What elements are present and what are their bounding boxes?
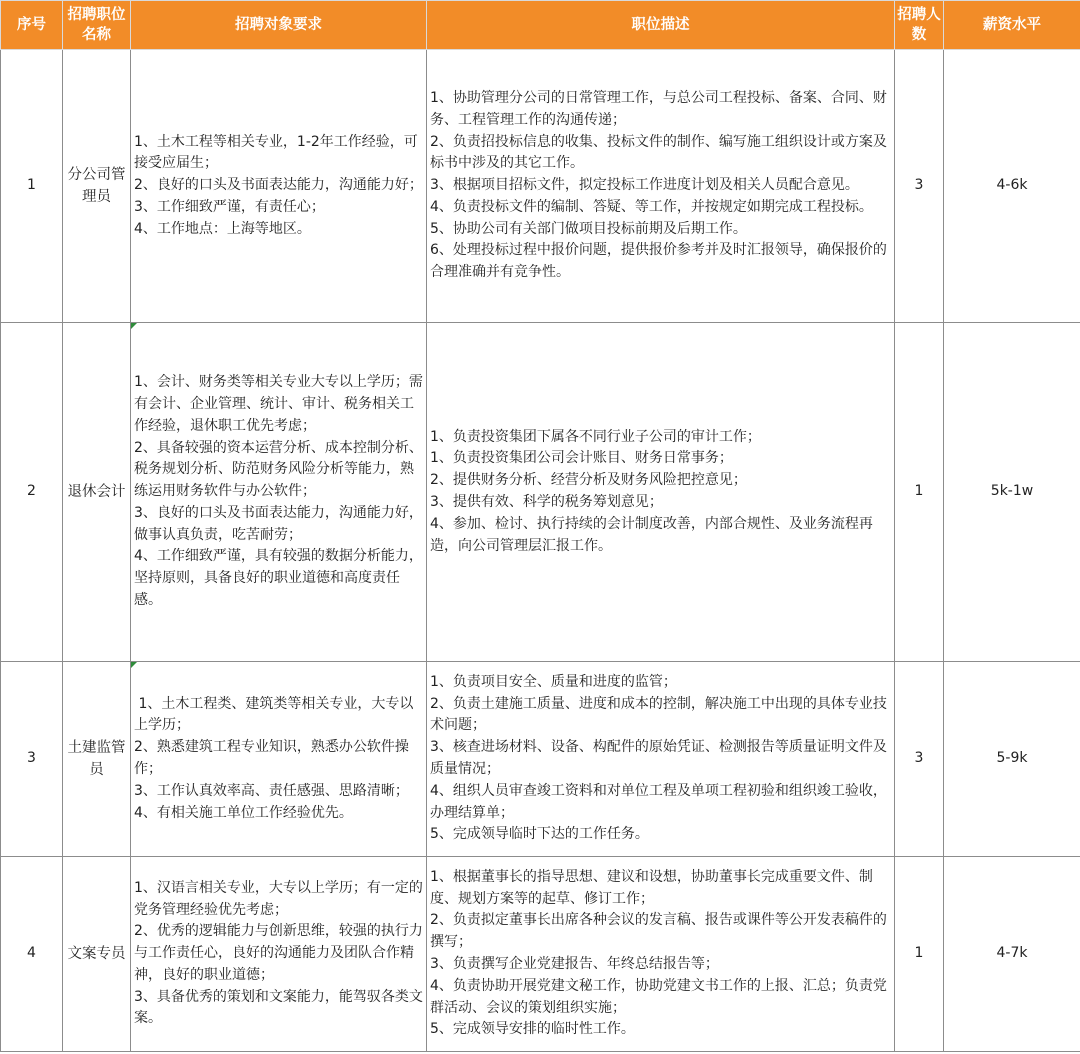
requirement-line: 3、具备优秀的策划和文案能力，能驾驭各类文案。 [134, 988, 423, 1027]
description-line: 4、负责投标文件的编制、答疑、等工作，并按规定如期完成工程投标。 [430, 198, 873, 215]
header-no: 序号 [1, 1, 63, 50]
row-description [427, 857, 895, 1052]
description-line: 1、协助管理分公司的日常管理工作，与总公司工程投标、备案、合同、财务、工程管理工作的沟通传递； [430, 89, 887, 128]
description-line: 4、负责协助开展党建文秘工作，协助党建文书工作的上报、汇总；负责党群活动、会议的策划组织实施； [430, 977, 887, 1016]
header-salary: 薪资水平 [944, 1, 1080, 50]
description-line: 1、负责项目安全、质量和进度的监管； [430, 673, 677, 690]
row-salary: 4-6k [944, 50, 1080, 323]
requirement-line: 4、工作细致严谨，具有较强的数据分析能力，坚持原则，具备良好的职业道德和高度责任感。 [134, 548, 423, 609]
row-headcount: 3 [895, 50, 944, 323]
cell-comment-marker [131, 323, 137, 329]
row-position: 退休会计 [63, 323, 131, 662]
table-row [1, 50, 1080, 323]
description-line: 3、根据项目招标文件，拟定投标工作进度计划及相关人员配合意见。 [430, 177, 859, 194]
header-description: 职位描述 [427, 1, 895, 50]
requirement-line: 2、熟悉建筑工程专业知识，熟悉办公软件操作； [134, 739, 409, 777]
requirement-line: 4、工作地点：上海等地区。 [134, 220, 311, 237]
row-position: 土建监管员 [63, 662, 131, 857]
row-no: 3 [1, 662, 63, 857]
description-line: 5、完成领导临时下达的工作任务。 [430, 826, 649, 843]
description-line: 3、提供有效、科学的税务筹划意见； [430, 494, 663, 510]
description-line: 1、负责投资集团下属各不同行业子公司的审计工作； [430, 428, 761, 445]
row-salary: 5k-1w [944, 323, 1080, 662]
requirement-line: 4、有相关施工单位工作经验优先。 [134, 804, 353, 821]
description-line: 4、组织人员审查竣工资料和对单位工程及单项工程初验和组织竣工验收，办理结算单； [430, 782, 887, 821]
row-salary: 4-7k [944, 857, 1080, 1052]
row-requirements [131, 857, 427, 1052]
row-no: 1 [1, 50, 63, 323]
requirement-line: 2、良好的口头及书面表达能力，沟通能力好； [134, 177, 423, 194]
row-no: 2 [1, 323, 63, 662]
requirement-line: 2、优秀的逻辑能力与创新思维，较强的执行力与工作责任心，良好的沟通能力及团队合作精神，良好的职业道德； [134, 923, 423, 983]
requirement-line: 1、土木工程类、建筑类等相关专业，大专以上学历； [134, 695, 414, 734]
cell-comment-marker [131, 662, 137, 668]
header-headcount: 招聘人数 [895, 1, 944, 50]
description-line: 2、提供财务分析、经营分析及财务风险把控意见； [430, 472, 747, 489]
requirement-line: 3、工作细致严谨，有责任心； [134, 198, 325, 215]
requirement-line: 3、良好的口头及书面表达能力，沟通能力好，做事认真负责，吃苦耐劳； [134, 504, 423, 543]
header-row [1, 1, 1080, 50]
row-requirements [131, 323, 427, 662]
row-description [427, 662, 895, 857]
row-requirements [131, 50, 427, 323]
description-line: 3、负责撰写企业党建报告、年终总结报告等； [430, 956, 719, 972]
description-line: 1、负责投资集团公司会计账目、财务日常事务； [430, 450, 733, 467]
row-headcount: 1 [895, 857, 944, 1052]
row-headcount: 3 [895, 662, 944, 857]
description-line: 6、处理投标过程中报价问题，提供报价参考并及时汇报领导，确保报价的合理准确并有竞争性。 [430, 242, 887, 281]
row-requirements [131, 662, 427, 857]
requirement-line: 1、土木工程等相关专业，1-2年工作经验，可接受应届生； [134, 133, 418, 172]
row-headcount: 1 [895, 323, 944, 662]
description-line: 2、负责土建施工质量、进度和成本的控制，解决施工中出现的具体专业技术问题； [430, 695, 887, 734]
table-row [1, 662, 1080, 857]
description-line: 4、参加、检讨、执行持续的会计制度改善，内部合规性、及业务流程再造，向公司管理层汇报工作。 [430, 515, 873, 554]
row-position: 分公司管理员 [63, 50, 131, 323]
requirement-line: 1、汉语言相关专业，大专以上学历；有一定的党务管理经验优先考虑； [134, 879, 423, 918]
description-line: 5、协助公司有关部门做项目投标前期及后期工作。 [430, 220, 747, 237]
row-salary: 5-9k [944, 662, 1080, 857]
row-position: 文案专员 [63, 857, 131, 1052]
description-line: 5、完成领导安排的临时性工作。 [430, 1021, 635, 1038]
requirement-line: 2、具备较强的资本运营分析、成本控制分析、税务规划分析、防范财务风险分析等能力，熟练运用财务软件与办公软件； [134, 439, 423, 500]
table-row [1, 857, 1080, 1052]
row-description [427, 50, 895, 323]
description-line: 1、根据董事长的指导思想、建议和设想，协助董事长完成重要文件、制度、规划方案等的起草、修订工作； [430, 868, 873, 907]
requirement-line: 3、工作认真效率高、责任感强、思路清晰； [134, 782, 409, 799]
header-requirements: 招聘对象要求 [131, 1, 427, 50]
row-no: 4 [1, 857, 63, 1052]
row-description [427, 323, 895, 662]
description-line: 3、核查进场材料、设备、构配件的原始凭证、检测报告等质量证明文件及质量情况； [430, 739, 887, 777]
table-row [1, 323, 1080, 662]
description-line: 2、负责拟定董事长出席各种会议的发言稿、报告或课件等公开发表稿件的撰写； [430, 912, 887, 951]
header-position: 招聘职位名称 [63, 1, 131, 50]
description-line: 2、负责招投标信息的收集、投标文件的制作、编写施工组织设计或方案及标书中涉及的其它工作。 [430, 133, 887, 172]
requirement-line: 1、会计、财务类等相关专业大专以上学历；需有会计、企业管理、统计、审计、税务相关工作经验，退休职工优先考虑； [134, 374, 423, 434]
